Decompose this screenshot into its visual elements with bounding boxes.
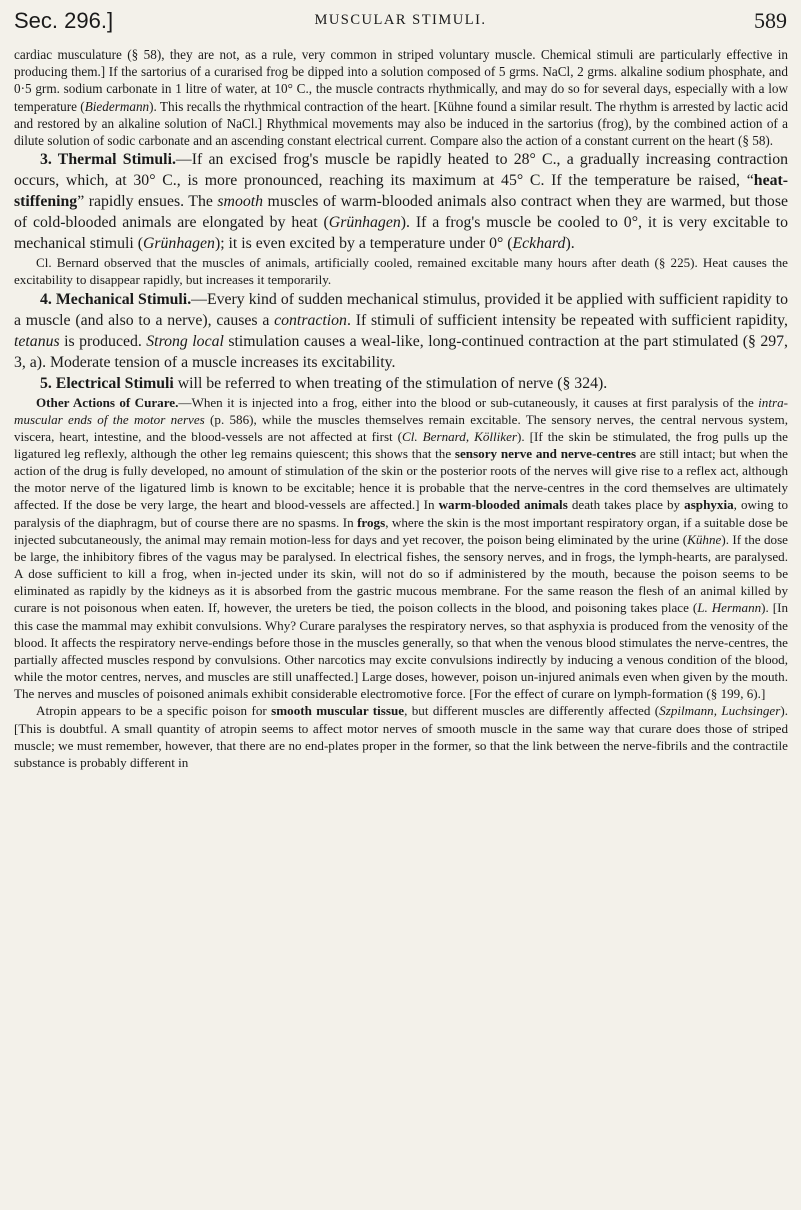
running-title: MUSCULAR STIMULI.	[314, 12, 487, 28]
paragraph-mechanical-stimuli: 4. Mechanical Stimuli.—Every kind of sudden mechanical stimulus, provided it be applied with sufficient rapidity to a muscle (and also to a nerve), causes a contraction. If stimuli of sufficient intensity be repeated with sufficient rapidity, tetanus is produced. Strong local stimulation causes a weal-like, long-continued contraction at the part stimulated (§ 297, 3, a). Moderate tension of a muscle increases its excitability.	[14, 290, 788, 371]
paragraph-curare-actions: Other Actions of Curare.—When it is injected into a frog, either into the blood or sub-cutaneously, it causes at first paralysis of the intra-muscular ends of the motor nerves (p. 586), while the muscles themselves remain excitable. The sensory nerves, the central nervous system, viscera, heart, intestine, and the blood-vessels are not affected at first (Cl. Bernard, Kölliker). [If the skin be stimulated, the frog pulls up the ligatured leg reflexly, although the other leg remains quiescent; this shows that the sensory nerve and nerve-centres are still intact; but when the action of the drug is fully developed, no amount of stimulation of the skin or the posterior roots of the nerves will give rise to a reflex act, although the motor nerve of the ligatured limb is known to be excitable; hence it is probable that the nerve-centres in the cord themselves are ultimately affected. If the dose be very large, the heart and blood-vessels are affected.] In warm-blooded animals death takes place by asphyxia, owing to paralysis of the diaphragm, but of course there are no spasms. In frogs, where the skin is the most important respiratory organ, if a suitable dose be injected subcutaneously, the animal may remain motion-less for days and yet recover, the poison being eliminated by the urine (Kühne). If the dose be large, the inhibitory fibres of the vagus may be paralysed. In electrical fishes, the sensory nerves, and in frogs, the lymph-hearts, are paralysed. A dose sufficient to kill a frog, when in-jected under its skin, will not do so if administered by the mouth, because the poison seems to be eliminated as rapidly by the kidneys as it is absorbed from the gastric mucous membrane. For the same reason the flesh of an animal killed by curare is not poisonous when eaten. If, however, the ureters be tied, the poison collects in the blood, and poisoning takes place (L. Hermann). [In this case the mammal may exhibit convulsions. Why? Curare paralyses the respiratory nerves, so that asphyxia is produced from the venosity of the blood. It affects the respiratory nerve-endings before those in the muscles generally, so that when the venous blood stimulates the nerve-centres, the partially affected muscles respond by convulsions. Other narcotics may excite convulsions indirectly by inducing a venous condition of the blood, while the motor centres, nerves, and muscles are still unaffected.] Large doses, however, poison un-injured animals even when given by the mouth. The nerves and muscles of poisoned animals exhibit considerable electromotive force. [For the effect of curare on lymph-formation (§ 199, 6).]	[14, 394, 788, 702]
heading-electrical-stimuli: 5. Electrical Stimuli	[40, 374, 174, 392]
running-header	[14, 8, 787, 36]
page-number: 589	[754, 8, 787, 33]
heading-curare: Other Actions of Curare.	[36, 394, 179, 410]
heading-mechanical-stimuli: 4. Mechanical Stimuli.	[40, 290, 192, 308]
section-number: Sec. 296.]	[14, 8, 114, 33]
paragraph-chemical-stimuli: cardiac musculature (§ 58), they are not, as a rule, very common in striped voluntary muscle. Chemical stimuli are particularly effective in producing them.] If the sartorius of a curarised frog be dipped into a solution composed of 5 grms. NaCl, 2 grms. alkaline sodium phosphate, and 0·5 grm. sodium carbonate in 1 litre of water, at 10° C., the muscle contracts rhythmically, and may do so for several days, especially with a low temperature (Biedermann). This recalls the rhythmical contraction of the heart. [Kühne found a similar result. The rhythm is arrested by lactic acid and restored by an alkaline solution of NaCl.] Rhythmical movements may also be induced in the sartorius (frog), by the combined action of a dilute solution of sodic carbonate and an ascending constant electrical current. Compare also the action of a constant current on the heart (§ 58).	[14, 47, 788, 149]
paragraph-thermal-stimuli: 3. Thermal Stimuli.—If an excised frog's muscle be rapidly heated to 28° C., a gradually increasing contraction occurs, which, at 30° C., is more pronounced, reaching its maximum at 45° C. If the temperature be raised, “heat-stiffening” rapidly ensues. The smooth muscles of warm-blooded animals also contract when they are warmed, but those of cold-blooded animals are elongated by heat (Grünhagen). If a frog's muscle be cooled to 0°, it is very excitable to mechanical stimuli (Grünhagen); it is even excited by a temperature under 0° (Eckhard).	[14, 151, 788, 253]
paragraph-atropin: Atropin appears to be a specific poison for smooth muscular tissue, but different muscles are differently affected (Szpilmann, Luchsinger). [This is doubtful. A small quantity of atropin seems to affect motor nerves of smooth muscle in the same way that curare does those of striped muscle; we must remember, however, that there are no end-plates proper in the former, so that the link between the nerve-fibrils and the contractile substance is probably different in	[14, 703, 788, 770]
paragraph-electrical-stimuli: 5. Electrical Stimuli will be referred to when treating of the stimulation of nerve (§ 324).	[40, 374, 608, 392]
heading-thermal-stimuli: 3. Thermal Stimuli.	[40, 151, 176, 169]
page-body	[14, 46, 788, 771]
paragraph-bernard-note: Cl. Bernard observed that the muscles of animals, artificially cooled, remained excitable many hours after death (§ 225). Heat causes the excitability to disappear rapidly, but increases it temporarily.	[14, 255, 788, 288]
